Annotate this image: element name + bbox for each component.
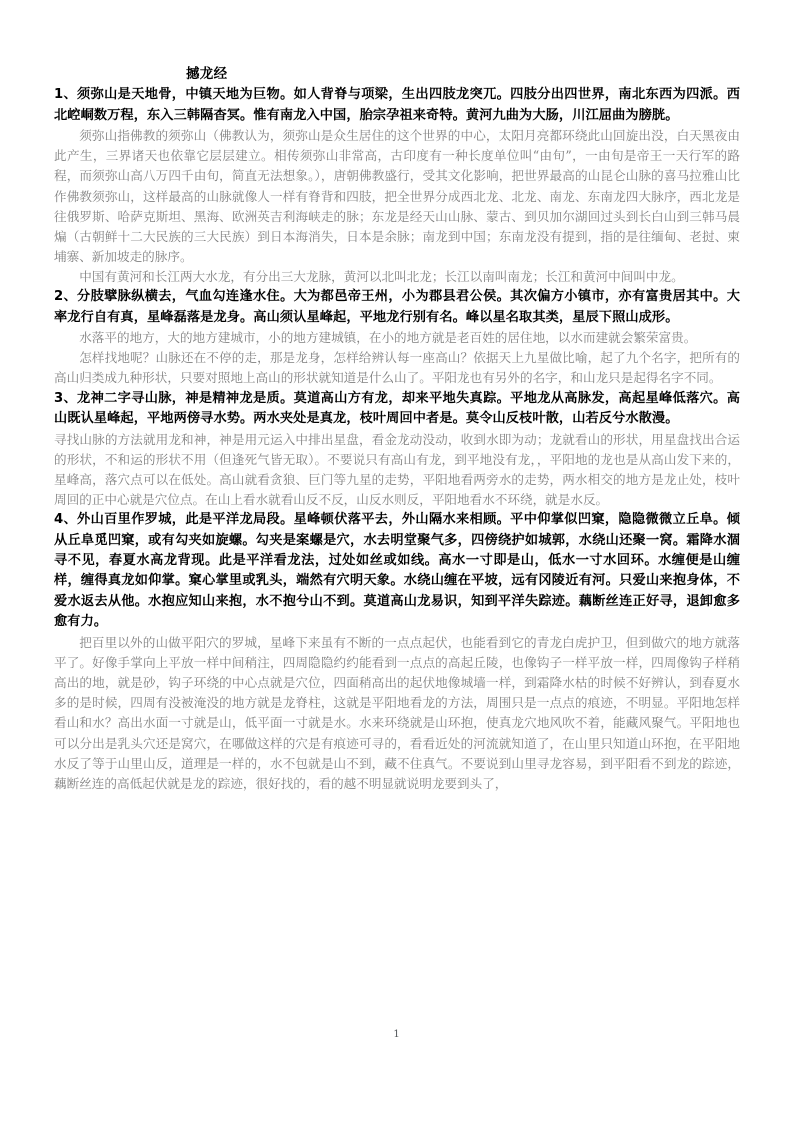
page-title: 撼龙经 — [186, 66, 228, 82]
verse-paragraph-2: 2、分肢擘脉纵横去，气血勾连逢水住。大为都邑帝王州，小为郡县君公侯。其次偏方小镇市，亦有富贵居其中。大率龙行自有真，星峰磊落是龙身。高山须认星峰起，平地龙行别有名。峰以星名取其类，星辰下照山成形。 — [54, 289, 740, 325]
document-content — [54, 64, 740, 794]
commentary-paragraph-2-2: 怎样找地呢？山脉还在不停的走，那是龙身，怎样给辨认每一座高山？依据天上九星做比喻，起了九个名字，把所有的高山归类成九种形状，只要对照地上高山的形状就知道是什么山了。平阳龙也有另外的名字，和山龙只是起得名字不同。 — [54, 350, 740, 386]
commentary-paragraph-1-1: 须弥山指佛教的须弥山（佛教认为，须弥山是众生居住的这个世界的中心，太阳月亮都环绕此山回旋出没，白天黑夜由此产生，三界诸天也依靠它层层建立。相传须弥山非常高，古印度有一种长度单位叫“由旬”，一由旬是帝王一天行军的路程，而须弥山高八万四千由旬，简直无法想象。），唐朝佛教盛行，受其文化影响，把世界最高的山昆仑山脉的喜马拉雅山比作佛教须弥山，这样最高的山脉就像人一样有脊背和四肢，把全世界分成西北龙、北龙、南龙、东南龙四大脉序，西北龙是往俄罗斯、哈萨克斯坦、黑海、欧洲英吉利海峡走的脉；东龙是经天山山脉、蒙古、到贝加尔湖回过头到长白山到三韩马晨煸（古朝鲜十二大民族的三大民族）到日本海消失，日本是余脉；南龙到中国；东南龙没有提到，指的是往缅甸、老挝、柬埔寨、新加坡走的脉序。 — [54, 128, 740, 264]
verse-paragraph-4: 4、外山百里作罗城，此是平洋龙局段。星峰顿伏落平去，外山隔水来相顾。平中仰掌似凹窠，隐隐微微立丘阜。倾从丘阜觅凹窠，或有勾夹如旋螺。勾夹是案螺是穴，水去明堂聚气多，四傍绕护如城郭，水绕山还聚一窝。霜降水涸寻不见，春夏水高龙背现。此是平洋看龙法，过处如丝或如线。高水一寸即是山，低水一寸水回环。水缠便是山缠样，缠得真龙如仰掌。窠心掌里或乳头，端然有穴明天象。水绕山缠在平坡，远有冈陵近有河。只爱山来抱身体，不爱水返去从他。水抱应知山来抱，水不抱兮山不到。莫道高山龙易识，知到平洋失踪迹。藕断丝连正好寻，退卸愈多愈有力。 — [54, 512, 740, 630]
commentary-paragraph-1-2: 中国有黄河和长江两大水龙，有分出三大龙脉，黄河以北叫北龙；长江以南叫南龙；长江和黄河中间叫中龙。 — [79, 269, 684, 285]
commentary-paragraph-2-1: 水落平的地方，大的地方建城市，小的地方建城镇，在小的地方就是老百姓的居住地，以水而建就会繁荣富贵。 — [79, 330, 697, 346]
commentary-paragraph-4-1: 把百里以外的山做平阳穴的罗城，星峰下来虽有不断的一点点起伏，也能看到它的青龙白虎护卫，但到做穴的地方就落平了。好像手掌向上平放一样中间稍注，四周隐隐约约能看到一点点的高起丘陵，也像钩子一样平放一样，四周像钩子样稍高出的地，就是砂，钩子环绕的中心点就是穴位，四面稍高出的起伏地像城墙一样，到霜降水枯的时候不好辨认，到春夏水多的是时候，四周有没被淹没的地方就是龙脊柱，这就是平阳地看龙的方法，周围只是一点点的痕迹，不明显。平阳地怎样看山和水？高出水面一寸就是山，低平面一寸就是水。水来环绕就是山环抱，使真龙穴地风吹不着，能藏风聚气。平阳地也可以分出是乳头穴还是窝穴，在哪做这样的穴是有痕迹可寻的，看看近处的河流就知道了，在山里只知道山环抱，在平阳地水反了等于山里山反，道理是一样的，水不包就是山不到，藏不住真气。不要说到山里寻龙容易，到平阳看不到龙的踪迹，藕断丝连的高低起伏就是龙的踪迹，很好找的，看的越不明显就说明龙要到头了， — [54, 634, 740, 791]
page-number: 1 — [393, 1029, 400, 1040]
verse-paragraph-1: 1、须弥山是天地骨，中镇天地为巨物。如人背脊与项梁，生出四肢龙突兀。四肢分出四世界，南北东西为四派。西北崆峒数万程，东入三韩隔杳冥。惟有南龙入中国，胎宗孕祖来奇特。黄河九曲为大肠，川江屈曲为膀胱。 — [54, 87, 740, 123]
verse-paragraph-3: 3、龙神二字寻山脉，神是精神龙是质。莫道高山方有龙，却来平地失真踪。平地龙从高脉发，高起星峰低落穴。高山既认星峰起，平地两傍寻水势。两水夹处是真龙，枝叶周回中者是。莫令山反枝叶散，山若反兮水散漫。 — [54, 390, 740, 427]
commentary-paragraph-3-1: 寻找山脉的方法就用龙和神，神是用元运入中排出星盘，看金龙动没动，收到水即为动；龙就看山的形状，用星盘找出合运的形状，不和运的形状不用（但逢死气皆无取）。不要说只有高山有龙，到平地没有龙，，平阳地的龙也是从高山发下来的，星峰高，落穴点可以在低处。高山就看贪狼、巨门等九星的走势，平阳地看两旁水的走势，两水相交的地方是龙止处，枝叶周回的正中心就是穴位点。在山上看水就看山反不反，山反水则反，平阳地看水不环绕，就是水反。 — [54, 431, 740, 507]
